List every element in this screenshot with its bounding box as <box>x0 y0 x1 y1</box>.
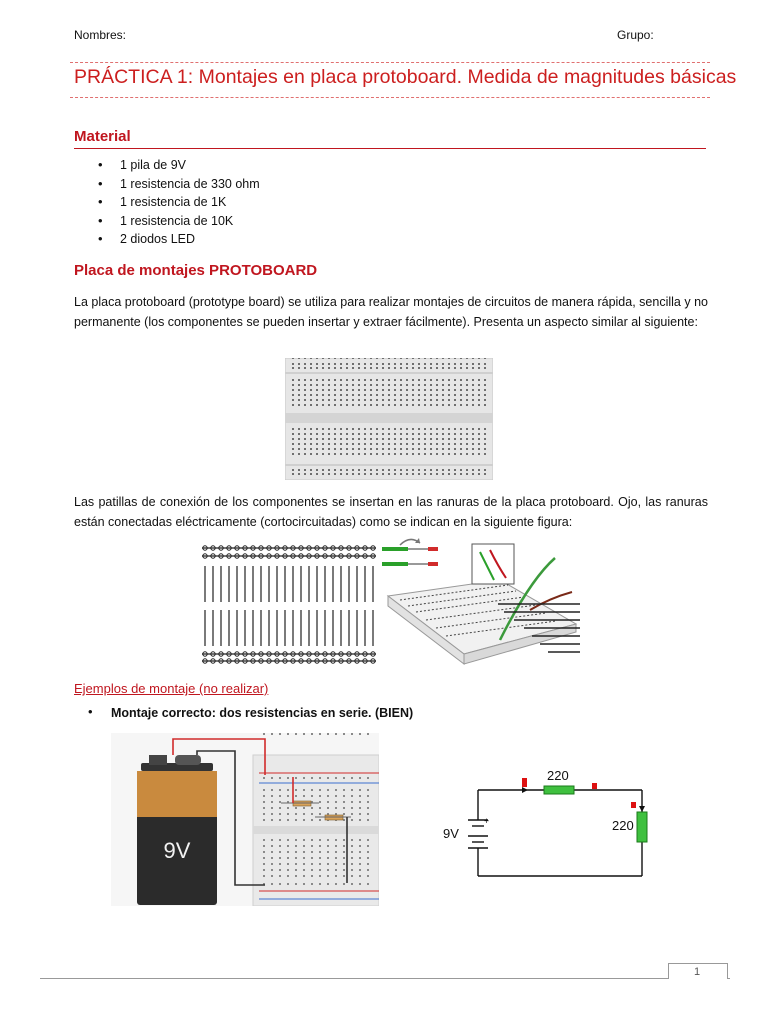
footer-line <box>40 978 730 979</box>
nombres-label: Nombres: <box>74 28 127 42</box>
material-list <box>74 158 260 251</box>
list-item: • 1 resistencia de 10K <box>74 214 260 233</box>
protoboard-intro: La placa protoboard (prototype board) se utiliza para realizar montajes de circuitos de manera rápida, sencilla y no permanente (los componentes se pueden insertar y extraer fácilmente). Presenta un aspecto similar al siguiente: <box>74 295 708 329</box>
example-item: Montaje correcto: dos resistencias en serie. (BIEN) <box>111 706 414 720</box>
connection-diagram <box>200 542 378 664</box>
breadboard-photo <box>111 733 379 906</box>
page-title: PRÁCTICA 1: Montajes en placa protoboard. Medida de magnitudes básicas <box>74 66 737 88</box>
material-heading: Material <box>74 128 706 149</box>
circuit-schematic <box>440 768 676 888</box>
protoboard-connections-text: Las patillas de conexión de los componentes se insertan en las ranuras de la placa protoboard. Ojo, las ranuras están conectadas eléctricamente (cortocircuitadas) como se indican en la siguiente figura: <box>74 495 708 529</box>
list-item: • 1 resistencia de 330 ohm <box>74 177 260 196</box>
list-item: • 1 pila de 9V <box>74 158 260 177</box>
bullet-icon: • <box>88 704 93 719</box>
voltage-label: 9V <box>443 826 459 841</box>
list-item: • 2 diodos LED <box>74 232 260 251</box>
protoboard-3d-illustration <box>380 540 580 666</box>
protoboard-image <box>285 358 493 480</box>
protoboard-heading: Placa de montajes PROTOBOARD <box>74 262 318 279</box>
examples-heading[interactable]: Ejemplos de montaje (no realizar) <box>74 681 269 696</box>
svg-text:+: + <box>484 816 490 826</box>
page-number: 1 <box>693 966 701 978</box>
battery-label: 9V <box>163 838 191 863</box>
list-item: • 1 resistencia de 1K <box>74 195 260 214</box>
grupo-label: Grupo: <box>617 28 654 42</box>
resistor1-label: 220 <box>547 768 569 783</box>
resistor2-label: 220 <box>612 818 634 833</box>
